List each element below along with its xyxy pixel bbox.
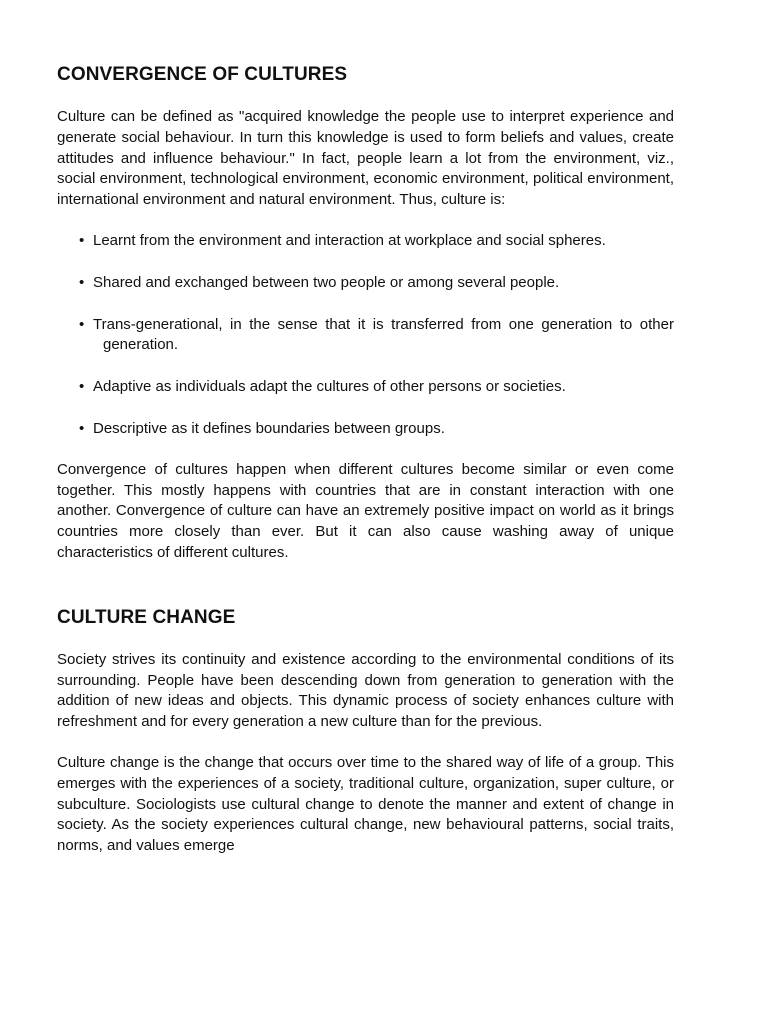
section-title-convergence: CONVERGENCE OF CULTURES [57, 64, 348, 85]
intro-paragraph: Culture can be defined as "acquired knowledge the people use to interpret experience and generate social behaviour. In turn this knowledge is used to form beliefs and values, create attitudes and influence behaviour." In fact, people learn a lot from the environment, viz., social environment, technological environment, economic environment, political environment, international environment and natural environment. Thus, culture is: [57, 108, 674, 209]
bullet-icon: • [79, 273, 85, 291]
list-item-text: Shared and exchanged between two people or among several people. [93, 273, 560, 291]
bullet-icon: • [79, 231, 85, 249]
bullet-icon: • [79, 378, 85, 396]
society-paragraph: Society strives its continuity and existence according to the environmental conditions of its surrounding. People have been descending down from generation to generation with the addition of new ideas and objects. This dynamic process of society enhances culture with refreshment and for every generation a new culture than for the previous. [57, 650, 674, 731]
bullet-icon: • [79, 315, 85, 333]
culture-change-paragraph: Culture change is the change that occurs over time to the shared way of life of a group. This emerges with the experiences of a society, traditional culture, organization, super culture, or subculture. Sociologists use cultural change to denote the manner and extent of change in society. As the society experiences cultural change, new behavioural patterns, social traits, norms, and values emerge [57, 753, 674, 855]
list-item-text: Descriptive as it defines boundaries between groups. [93, 419, 445, 437]
list-item-text: Learnt from the environment and interaction at workplace and social spheres. [93, 231, 606, 249]
bullet-icon: • [79, 419, 85, 437]
culture-traits-list [57, 231, 674, 440]
list-item-text: Adaptive as individuals adapt the cultures of other persons or societies. [93, 378, 566, 396]
convergence-paragraph: Convergence of cultures happen when different cultures become similar or even come together. This mostly happens with countries that are in constant interaction with one another. Convergence of culture can have an extremely positive impact on world as it brings countries more closely than ever. But it can also cause washing away of unique characteristics of different cultures. [57, 460, 674, 561]
document-body [57, 63, 674, 857]
list-item [57, 419, 674, 440]
list-item-text: Trans-generational, in the sense that it is transferred from one generation to other generation. [93, 315, 674, 354]
list-item [57, 377, 674, 398]
list-item [57, 315, 674, 357]
section-title-culture-change: CULTURE CHANGE [57, 606, 236, 628]
list-item [57, 231, 674, 252]
list-item [57, 273, 674, 294]
